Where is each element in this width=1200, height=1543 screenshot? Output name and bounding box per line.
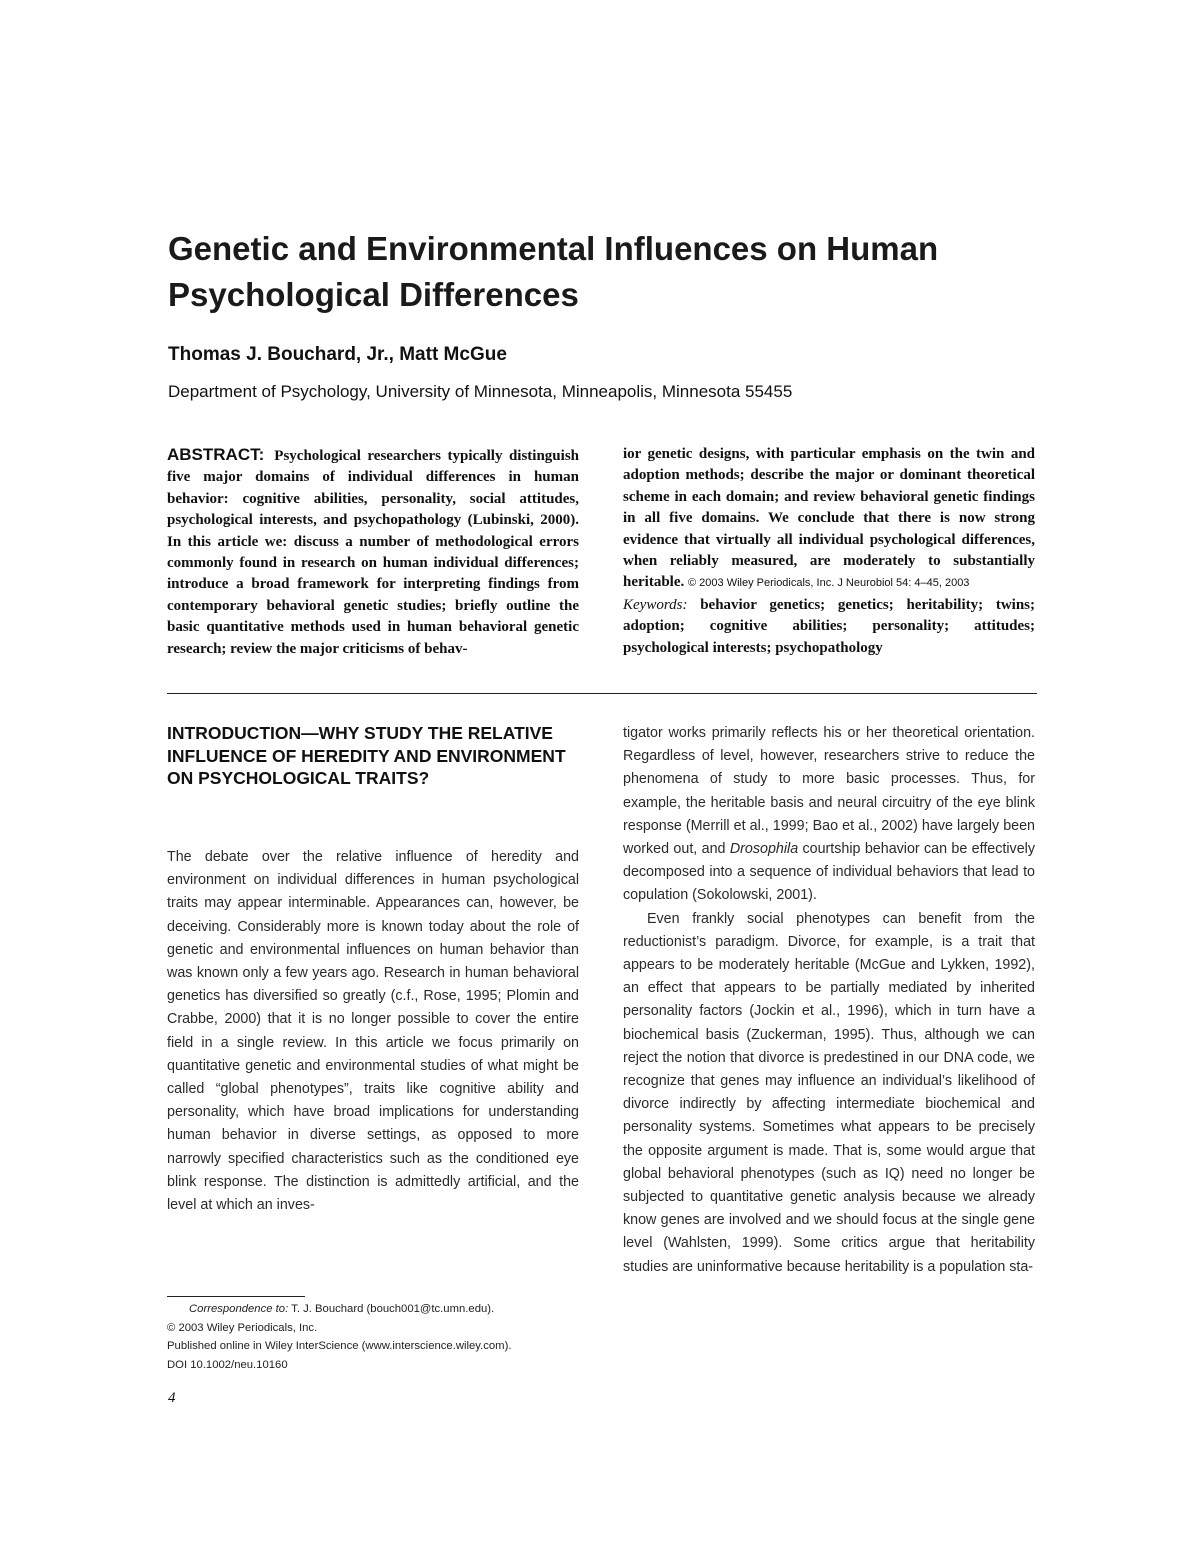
body-text: tigator works primarily reflects his or her theoretical orientation. Regardless of level, however, researchers strive to reduce the phenomena of study to more basic processes. Thus, for example, the heritable basis and neural circuitry of the eye blink response (Merrill et al., 1999; Bao et al., 2002) have largely been worked out, and — [623, 725, 1035, 858]
abstract-copyright: © 2003 Wiley Periodicals, Inc. J Neurobiol 54: 4–45, 2003 — [688, 577, 970, 590]
footnote-divider — [167, 1296, 305, 1297]
abstract-left-column — [167, 444, 579, 660]
abstract-text-right: ior genetic designs, with particular emphasis on the twin and adoption methods; describe the major or dominant theoretical scheme in each domain; and review behavioral genetic findings in all five domains. We conclude that there is now strong evidence that virtually all individual psychological differences, when reliably measured, are moderately to substantially heritable. — [623, 446, 1035, 591]
correspondence-text: T. J. Bouchard (bouch001@tc.umn.edu). — [291, 1303, 495, 1315]
species-name: Drosophila — [729, 841, 799, 858]
footnote-correspondence — [167, 1300, 587, 1319]
abstract-label: ABSTRACT: — [167, 445, 265, 464]
footnote-copyright: © 2003 Wiley Periodicals, Inc. — [167, 1321, 318, 1334]
body-left-column — [167, 846, 579, 1217]
body-paragraph: Even frankly social phenotypes can benefit from the reductionist’s paradigm. Divorce, for example, is a trait that appears to be moderately heritable (McGue and Lykken, 1992), an effect that appears to be partially mediated by inherited personality factors (Jockin et al., 1996), which in turn have a biochemical basis (Zuckerman, 1995). Thus, although we can reject the notion that divorce is predestined in our DNA code, we recognize that genes may influence an individual’s likelihood of divorce indirectly by affecting intermediate biochemical and personality systems. Sometimes what appears to be precisely the opposite argument is made. That is, some would argue that global behavioral phenotypes (such as IQ) need no longer be subjected to quantitative genetic analysis because we already know genes are involved and we should focus at the single gene level (Wahlsten, 1999). Some critics argue that heritability studies are uninformative because heritability is a population sta- — [623, 910, 1035, 1275]
abstract-right-column — [623, 444, 1035, 659]
page-number: 4 — [168, 1390, 176, 1406]
body-paragraph: The debate over the relative influence of heredity and environment on individual differences in human psychological traits may appear interminable. Appearances can, however, be deceiving. Considerably more is known today about the role of genetic and environmental influences on human behavior than was known only a few years ago. Research in human behavioral genetics has diversified so greatly (c.f., Rose, 1995; Plomin and Crabbe, 2000) that it is no longer possible to cover the entire field in a single review. In this article we focus primarily on quantitative genetic and environmental studies of what might be called “global phenotypes”, traits like cognitive ability and personality, which have broad implications for understanding human behavior in diverse settings, as opposed to more narrowly specified characteristics such as the conditioned eye blink response. The distinction is admittedly artificial, and the level at which an inves- — [167, 849, 579, 1214]
author-list: Thomas J. Bouchard, Jr., Matt McGue — [168, 344, 507, 365]
section-heading: INTRODUCTION—WHY STUDY THE RELATIVE INFLUENCE OF HEREDITY AND ENVIRONMENT ON PSYCHOLOGICAL TRAITS? — [167, 723, 566, 788]
footnote-doi: DOI 10.1002/neu.10160 — [167, 1358, 288, 1371]
footnote — [167, 1300, 587, 1374]
body-paragraph — [623, 722, 1035, 908]
correspondence-label: Correspondence to: — [189, 1303, 289, 1315]
abstract-divider — [167, 693, 1037, 694]
body-text: courtship behavior can be effectively decomposed into a sequence of individual behaviors that lead to copulation (Sokolowski, 2001). — [623, 841, 1035, 904]
article-title: Genetic and Environmental Influences on Human Psychological Differences — [168, 230, 939, 313]
body-right-column — [623, 722, 1035, 1279]
keywords-label: Keywords: — [623, 596, 688, 613]
footnote-published: Published online in Wiley InterScience (www.interscience.wiley.com). — [167, 1340, 512, 1352]
affiliation: Department of Psychology, University of Minnesota, Minneapolis, Minnesota 55455 — [168, 382, 793, 401]
abstract-text-left: Psychological researchers typically distinguish five major domains of individual differences in human behavior: cognitive abilities, personality, social attitudes, psychological interests, and psychopathology (Lubinski, 2000). In this article we: discuss a number of methodological errors commonly found in research on human individual differences; introduce a broad framework for interpreting findings from contemporary behavioral genetic studies; briefly outline the basic quantitative methods used in human behavioral genetic research; review the major criticisms of behav- — [167, 448, 579, 657]
keywords-text: behavior genetics; genetics; heritability; twins; adoption; cognitive abilities; personality; attitudes; psychological interests; psychopathology — [623, 596, 1036, 656]
